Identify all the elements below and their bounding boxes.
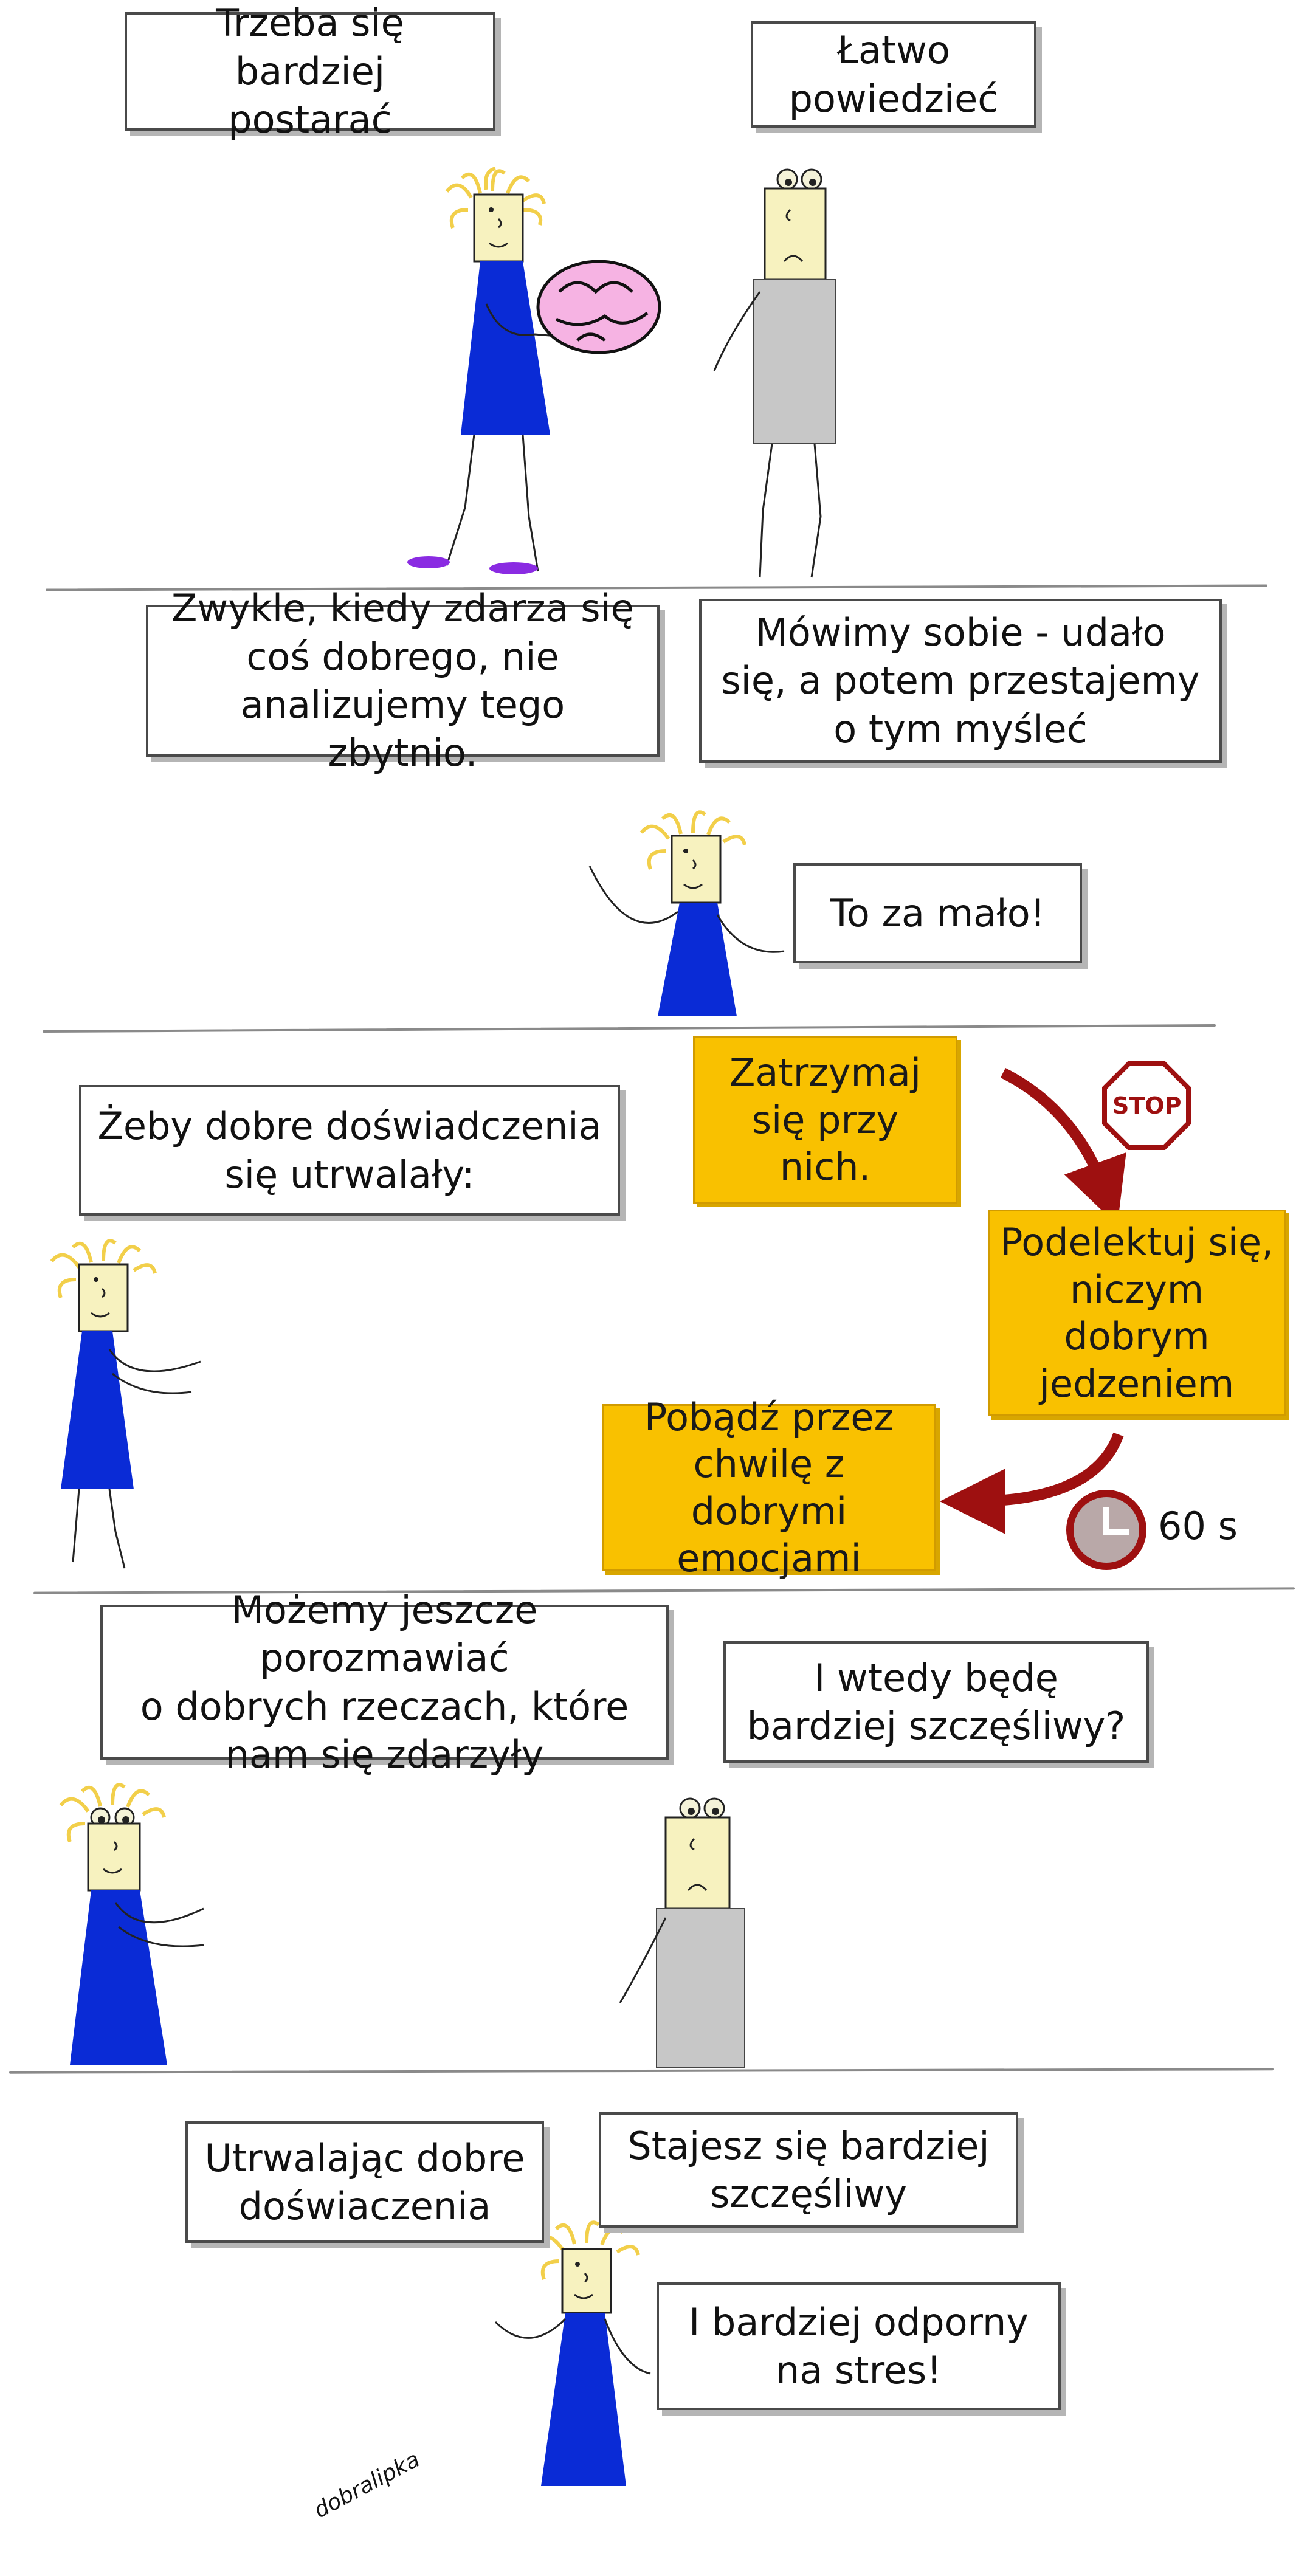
speech-bubble-small <box>793 863 1082 963</box>
face <box>474 195 523 261</box>
speech-bubble-thought-right <box>699 599 1222 763</box>
bubble-line: Możemy jeszcze porozmawiać <box>231 1587 538 1681</box>
woman-figure-panel5 <box>495 2222 650 2486</box>
note-line: Zatrzymaj się <box>729 1050 922 1142</box>
brain-icon <box>538 261 660 353</box>
timer-label: 60 s <box>1158 1504 1238 1548</box>
bubble-line: się, a potem przestajemy <box>721 658 1200 703</box>
bubble-line: o dobrych rzeczach, które <box>140 1684 629 1729</box>
bubble-line: I bardziej odporny <box>689 2299 1029 2344</box>
blue-dress <box>658 903 737 1016</box>
woman-figure-panel3 <box>52 1241 201 1568</box>
bubble-line: doświaczenia <box>238 2184 491 2228</box>
step-note-emotions <box>602 1394 936 1580</box>
speech-bubble-left <box>185 2121 544 2243</box>
bubble-line: na stres! <box>775 2348 942 2392</box>
note-line: jedzeniem <box>1039 1361 1235 1406</box>
bubble-line: się utrwalały: <box>224 1152 475 1197</box>
speech-bubble-woman <box>125 1 495 142</box>
author-signature: dobralipka <box>310 2447 424 2524</box>
bubble-line: Trzeba się bardziej <box>216 1 404 94</box>
gray-shirt <box>657 1909 745 2068</box>
speech-bubble-man <box>723 1641 1149 1763</box>
bubble-line: powiedzieć <box>788 76 999 121</box>
bubble-line: I wtedy będę <box>814 1655 1058 1700</box>
bubble-line: szczęśliwy <box>710 2172 907 2216</box>
speech-bubble-bottom <box>657 2282 1061 2410</box>
bubble-line: Utrwalając dobre <box>204 2135 525 2180</box>
note-line: chwilę z dobrymi <box>691 1442 847 1534</box>
note-line: Pobądź przez <box>644 1394 894 1439</box>
gray-shirt <box>754 280 836 444</box>
bubble-line: Mówimy sobie - udało <box>755 610 1166 655</box>
blue-dress <box>61 1331 134 1489</box>
woman-figure-panel1 <box>407 168 571 574</box>
clock-icon <box>1070 1493 1143 1566</box>
man-figure-panel1 <box>714 170 836 577</box>
woman-figure-panel4 <box>61 1785 204 2065</box>
bubble-line: postarać <box>228 97 392 142</box>
note-line: Podelektuj się, <box>1000 1220 1274 1264</box>
woman-figure-panel2 <box>590 812 784 1016</box>
bubble-line: To za mało! <box>830 890 1046 935</box>
stop-sign-label: STOP <box>1112 1092 1182 1119</box>
man-figure-panel4 <box>620 1799 745 2068</box>
bubble-line: Zwykle, kiedy zdarza się <box>171 586 634 631</box>
bubble-line: bardziej szczęśliwy? <box>746 1704 1126 1748</box>
step-note-savor <box>988 1210 1286 1416</box>
face <box>79 1264 128 1331</box>
blue-dress <box>461 261 550 435</box>
speech-bubble-right <box>599 2112 1018 2228</box>
speech-bubble-thought-left <box>146 586 660 776</box>
face <box>88 1824 140 1890</box>
bubble-line: o tym myśleć <box>833 706 1088 751</box>
blue-dress <box>70 1890 167 2065</box>
face <box>672 836 720 903</box>
bubble-line: Żeby dobre doświadczenia <box>97 1104 602 1149</box>
speech-bubble-woman <box>100 1587 669 1777</box>
face <box>666 1817 729 1909</box>
note-line: emocjami <box>677 1536 861 1580</box>
note-line: niczym dobrym <box>1064 1267 1210 1359</box>
step-note-stop <box>693 1036 957 1204</box>
arrow-icon <box>1003 1073 1106 1194</box>
speech-bubble-man <box>751 21 1036 128</box>
bubble-line: coś dobrego, nie <box>246 634 559 679</box>
note-line: przy nich. <box>779 1097 899 1190</box>
speech-bubble-woman <box>79 1085 620 1216</box>
bubble-line: nam się zdarzyły <box>225 1732 544 1777</box>
face <box>765 188 826 280</box>
bubble-line: analizujemy tego zbytnio. <box>240 683 565 776</box>
bubble-line: Stajesz się bardziej <box>627 2123 990 2168</box>
bubble-line: Łatwo <box>837 28 950 73</box>
